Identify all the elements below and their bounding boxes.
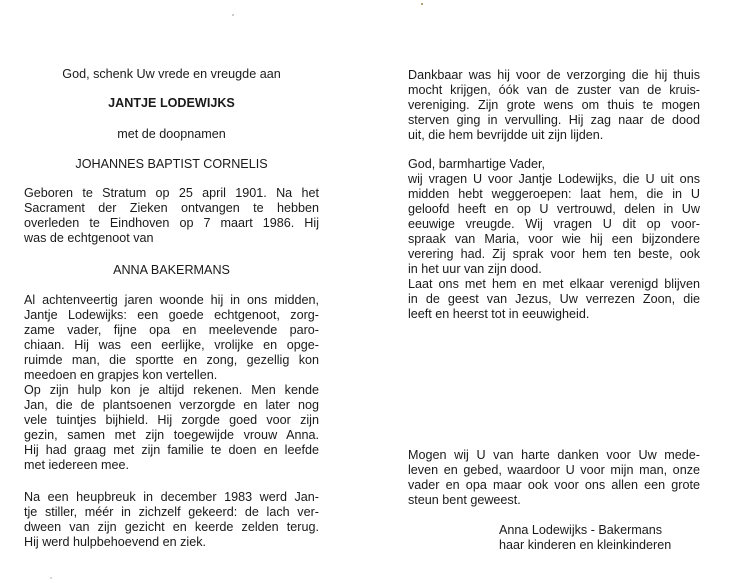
text-line: in het uur van zijn dood. (408, 262, 542, 276)
text-line: dween van zijn gezicht en keerde zelden terug. (24, 520, 319, 534)
text-line: tje stiller, méér in zichzelf gekeerd: de lach ver- (24, 505, 319, 519)
text-line: Jan, die de plantsoenen verzorgde en later nog (24, 398, 319, 412)
text-line: vereniging. Zijn grote wens om thuis te mogen (408, 98, 700, 112)
text-line: Laat ons met hem en met elkaar verenigd blijven (408, 277, 700, 291)
text-line: Jantje Lodewijks: een goede echtgenoot, zorg- (24, 308, 319, 322)
invocation: God, schenk Uw vrede en vreugde aan (62, 67, 281, 81)
baptismal-intro: met de doopnamen (117, 127, 226, 141)
text-line: Hij had graag met zijn familie te doen en leefde (24, 443, 319, 457)
text-line: Hij werd hulpbehoevend en ziek. (24, 535, 207, 549)
text-line: wij vragen U voor Jantje Lodewijks, die U uit ons (408, 172, 700, 186)
deceased-name: JANTJE LODEWIJKS (108, 96, 235, 110)
text-line: met iedereen mee. (24, 458, 130, 472)
text-line: leven en gebed, waardoor U voor mijn man, onze (408, 463, 700, 477)
text-line: Dankbaar was hij voor de verzorging die hij thuis (408, 68, 700, 82)
text-line: overleden te Eindhoven op 7 maart 1986. Hij (24, 216, 319, 230)
text-line: Op zijn hulp kon je altijd rekenen. Men kende (24, 383, 319, 397)
baptismal-names: JOHANNES BAPTIST CORNELIS (75, 157, 268, 171)
text-line: midden hebt weggeroepen: laat hem, die in U (408, 187, 700, 201)
scan-speck (421, 3, 423, 5)
text-line: ruimde man, die sportte en zong, gezellig kon (24, 353, 319, 367)
text-line: Sacrament der Zieken ontvangen te hebben (24, 201, 319, 215)
text-line: verering had. Zij sprak voor hem ten beste, ook (408, 247, 700, 261)
text-line: was de echtgenoot van (24, 231, 154, 245)
text-line: chiaan. Hij was een eerlijke, vrolijke en opge- (24, 338, 319, 352)
text-line: geloofd heeft en op U vertrouwd, delen in Uw (408, 202, 700, 216)
text-line: gezin, samen met zijn toegewijde vrouw Anna. (24, 428, 319, 442)
text-line: God, barmhartige Vader, (408, 157, 545, 171)
text-line: steun bent geweest. (408, 493, 521, 507)
text-line: leeft en heerst tot in eeuwigheid. (408, 307, 590, 321)
text-line: vader en opa maar ook voor ons allen een grote (408, 478, 700, 492)
text-line: meedoen en grapjes kon vertellen. (24, 368, 218, 382)
text-line: in de geest van Jezus, Uw verrezen Zoon, die (408, 292, 700, 306)
text-line: eeuwige vreugde. Wij vragen U dit op voor- (408, 217, 700, 231)
text-line: Geboren te Stratum op 25 april 1901. Na het (24, 186, 319, 200)
scan-speck (50, 577, 52, 579)
text-line: Na een heupbreuk in december 1983 werd Jan- (24, 490, 319, 504)
signature-line: Anna Lodewijks - Bakermans (499, 523, 663, 537)
text-line: vele tuintjes bijhield. Hij zorgde goed voor zijn (24, 413, 319, 427)
text-line: mocht krijgen, óók van de zuster van de kruis- (408, 83, 700, 97)
text-line: sterven ging in vervulling. Hij zag naar de dood (408, 113, 700, 127)
text-line: Al achtenveertig jaren woonde hij in ons midden, (24, 293, 319, 307)
spouse-name: ANNA BAKERMANS (113, 263, 230, 277)
scan-speck (232, 14, 234, 16)
text-line: Mogen wij U van harte danken voor Uw mede- (408, 448, 700, 462)
signature-line: haar kinderen en kleinkinderen (499, 538, 672, 552)
text-line: zame vader, fijne opa en meelevende paro- (24, 323, 319, 337)
text-line: spraak van Maria, voor wie hij een bijzondere (408, 232, 700, 246)
text-line: uit, die hem bevrijdde uit zijn lijden. (408, 128, 604, 142)
